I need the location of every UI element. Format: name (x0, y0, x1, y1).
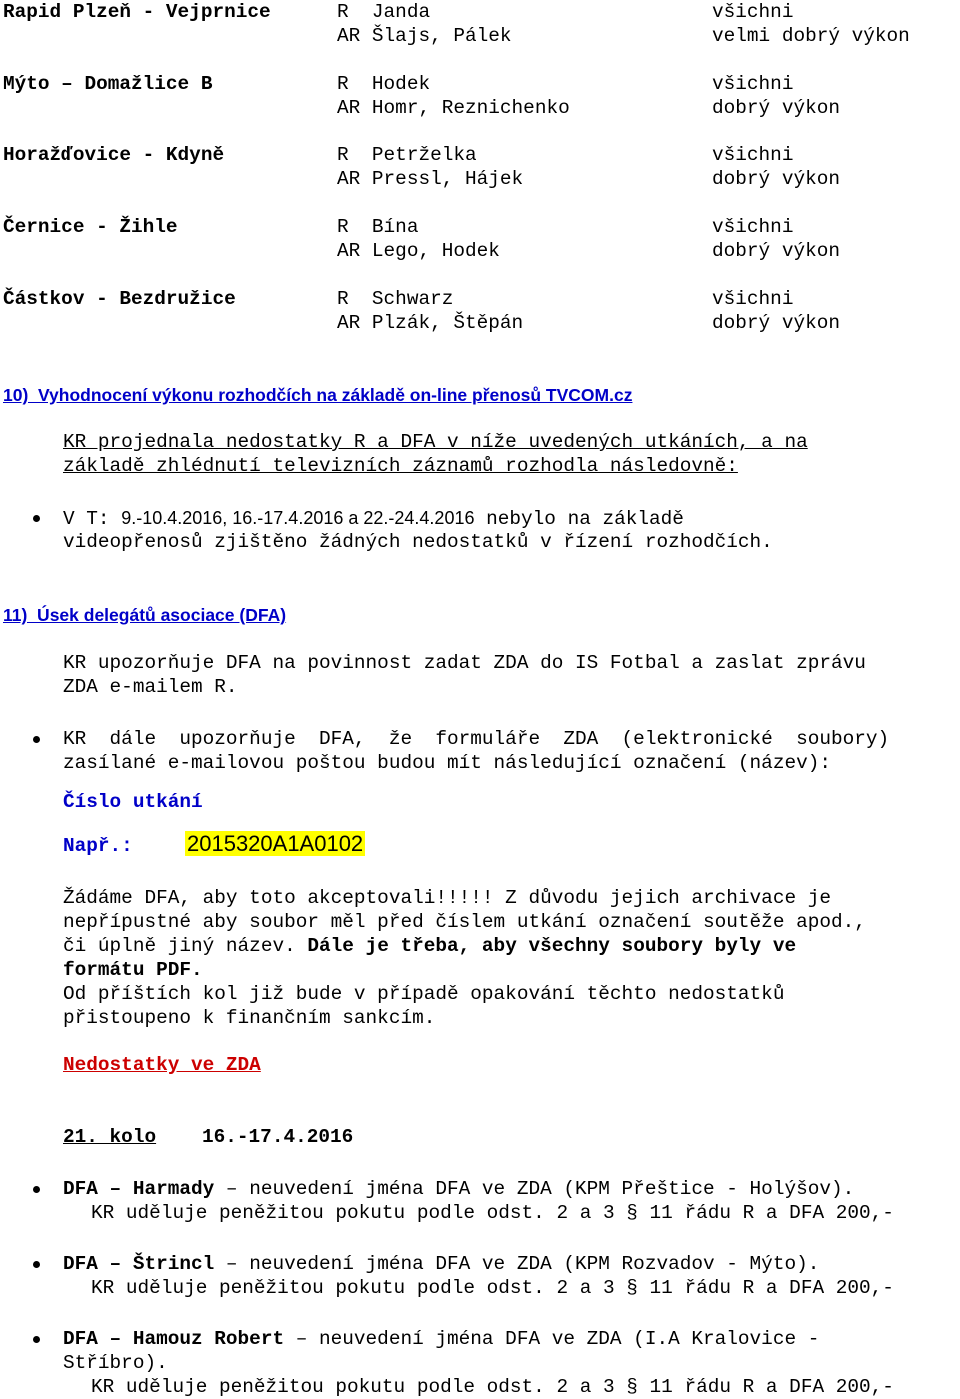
fine-reason-continued: Stříbro). (63, 1352, 168, 1374)
bullet-icon (33, 1261, 40, 1268)
evaluation-scope: všichni (712, 144, 794, 166)
section-11-heading: 11) Úsek delegátů asociace (DFA) (3, 605, 287, 625)
requirement-line3 (63, 934, 796, 958)
bullet-icon (33, 736, 40, 743)
evaluation-result: dobrý výkon (712, 240, 840, 262)
assistant-referees: AR Pressl, Hájek (337, 168, 524, 190)
evaluation-scope: všichni (712, 73, 794, 95)
match-name: Mýto – Domažlice B (3, 73, 213, 95)
referee: R Hodek (337, 73, 431, 95)
fine-item (63, 1252, 819, 1276)
referee: R Bína (337, 216, 419, 238)
section-10-intro-line1: KR projednala nedostatky R a DFA v níže uvedených utkáních, a na (63, 431, 808, 453)
match-name: Rapid Plzeň - Vejprnice (3, 1, 271, 23)
match-dates: 9.-10.4.2016, 16.-17.4.2016 a 22.-24.4.2016 (121, 508, 475, 528)
referee: R Petrželka (337, 144, 477, 166)
fine-penalty: KR uděluje peněžitou pokutu podle odst. 2 a 3 § 11 řádu R a DFA 200,- (91, 1376, 894, 1398)
match-name: Částkov - Bezdružice (3, 288, 236, 310)
referee: R Schwarz (337, 288, 454, 310)
bullet-icon (33, 515, 40, 522)
assistant-referees: AR Plzák, Štěpán (337, 312, 524, 334)
fine-penalty: KR uděluje peněžitou pokutu podle odst. 2 a 3 § 11 řádu R a DFA 200,- (91, 1277, 894, 1299)
fine-reason: – neuvedení jména DFA ve ZDA (KPM Rozvadov - Mýto). (214, 1253, 820, 1275)
fine-reason: – neuvedení jména DFA ve ZDA (I.A Kralovice - (284, 1328, 820, 1350)
requirement-line2: nepřípustné aby soubor měl před číslem utkání označení soutěže apod., (63, 911, 866, 933)
section-11-p2-line1: KR dále upozorňuje DFA, že formuláře ZDA (elektronické soubory) (63, 728, 890, 750)
requirement-line6: přistoupeno k finančním sankcím. (63, 1007, 436, 1029)
fine-reason: – neuvedení jména DFA ve ZDA (KPM Přeštice - Holýšov). (214, 1178, 855, 1200)
requirement-line1: Žádáme DFA, aby toto akceptovali!!!!! Z důvodu jejich archivace je (63, 887, 831, 909)
section-11-p2-line2: zasílané e-mailovou poštou budou mít následující označení (název): (63, 752, 831, 774)
section-10-heading: 10) Vyhodnocení výkonu rozhodčích na základě on-line přenosů TVCOM.cz (3, 385, 633, 405)
example-number (185, 830, 365, 860)
assistant-referees: AR Šlajs, Pálek (337, 25, 512, 47)
match-name: Horažďovice - Kdyně (3, 144, 225, 166)
fine-item (63, 1177, 854, 1201)
bullet-prefix: V T: (63, 508, 122, 530)
fine-penalty: KR uděluje peněžitou pokutu podle odst. 2 a 3 § 11 řádu R a DFA 200,- (91, 1202, 894, 1224)
fine-person: DFA – Harmady (63, 1178, 215, 1200)
example-number-highlight: 2015320A1A0102 (187, 831, 364, 856)
evaluation-result: dobrý výkon (712, 97, 840, 119)
assistant-referees: AR Homr, Reznichenko (337, 97, 570, 119)
match-number-label: Číslo utkání (63, 791, 203, 813)
evaluation-result: dobrý výkon (712, 312, 840, 334)
evaluation-result: dobrý výkon (712, 168, 840, 190)
bullet-rest: nebylo na základě (474, 508, 684, 530)
referee: R Janda (337, 1, 431, 23)
round-label: 21. kolo (63, 1126, 157, 1148)
evaluation-scope: všichni (712, 1, 794, 23)
evaluation-result: velmi dobrý výkon (712, 25, 910, 47)
bullet-icon (33, 1186, 40, 1193)
deficiencies-heading: Nedostatky ve ZDA (63, 1054, 261, 1076)
requirement-line4: formátu PDF. (63, 959, 203, 981)
assistant-referees: AR Lego, Hodek (337, 240, 500, 262)
evaluation-scope: všichni (712, 216, 794, 238)
bullet-icon (33, 1336, 40, 1343)
fine-person: DFA – Štrincl (63, 1253, 215, 1275)
match-name: Černice - Žihle (3, 216, 178, 238)
requirement-line5: Od příštích kol již bude v případě opakování těchto nedostatků (63, 983, 785, 1005)
requirement-line3-bold: Dále je třeba, aby všechny soubory byly ve (307, 935, 797, 957)
fine-person: DFA – Hamouz Robert (63, 1328, 285, 1350)
evaluation-scope: všichni (712, 288, 794, 310)
section-10-bullet (63, 506, 684, 531)
section-11-p1-line2: ZDA e-mailem R. (63, 676, 238, 698)
section-10-intro-line2: základě zhlédnutí televizních záznamů rozhodla následovně: (63, 455, 738, 477)
example-label: Např.: (63, 835, 133, 857)
section-10-bullet-line2: videopřenosů zjištěno žádných nedostatků v řízení rozhodčích. (63, 531, 773, 553)
requirement-line3-normal: či úplně jiný název. (63, 935, 308, 957)
fine-item (63, 1327, 819, 1351)
section-11-p1-line1: KR upozorňuje DFA na povinnost zadat ZDA do IS Fotbal a zaslat zprávu (63, 652, 866, 674)
round-dates: 16.-17.4.2016 (202, 1126, 354, 1148)
